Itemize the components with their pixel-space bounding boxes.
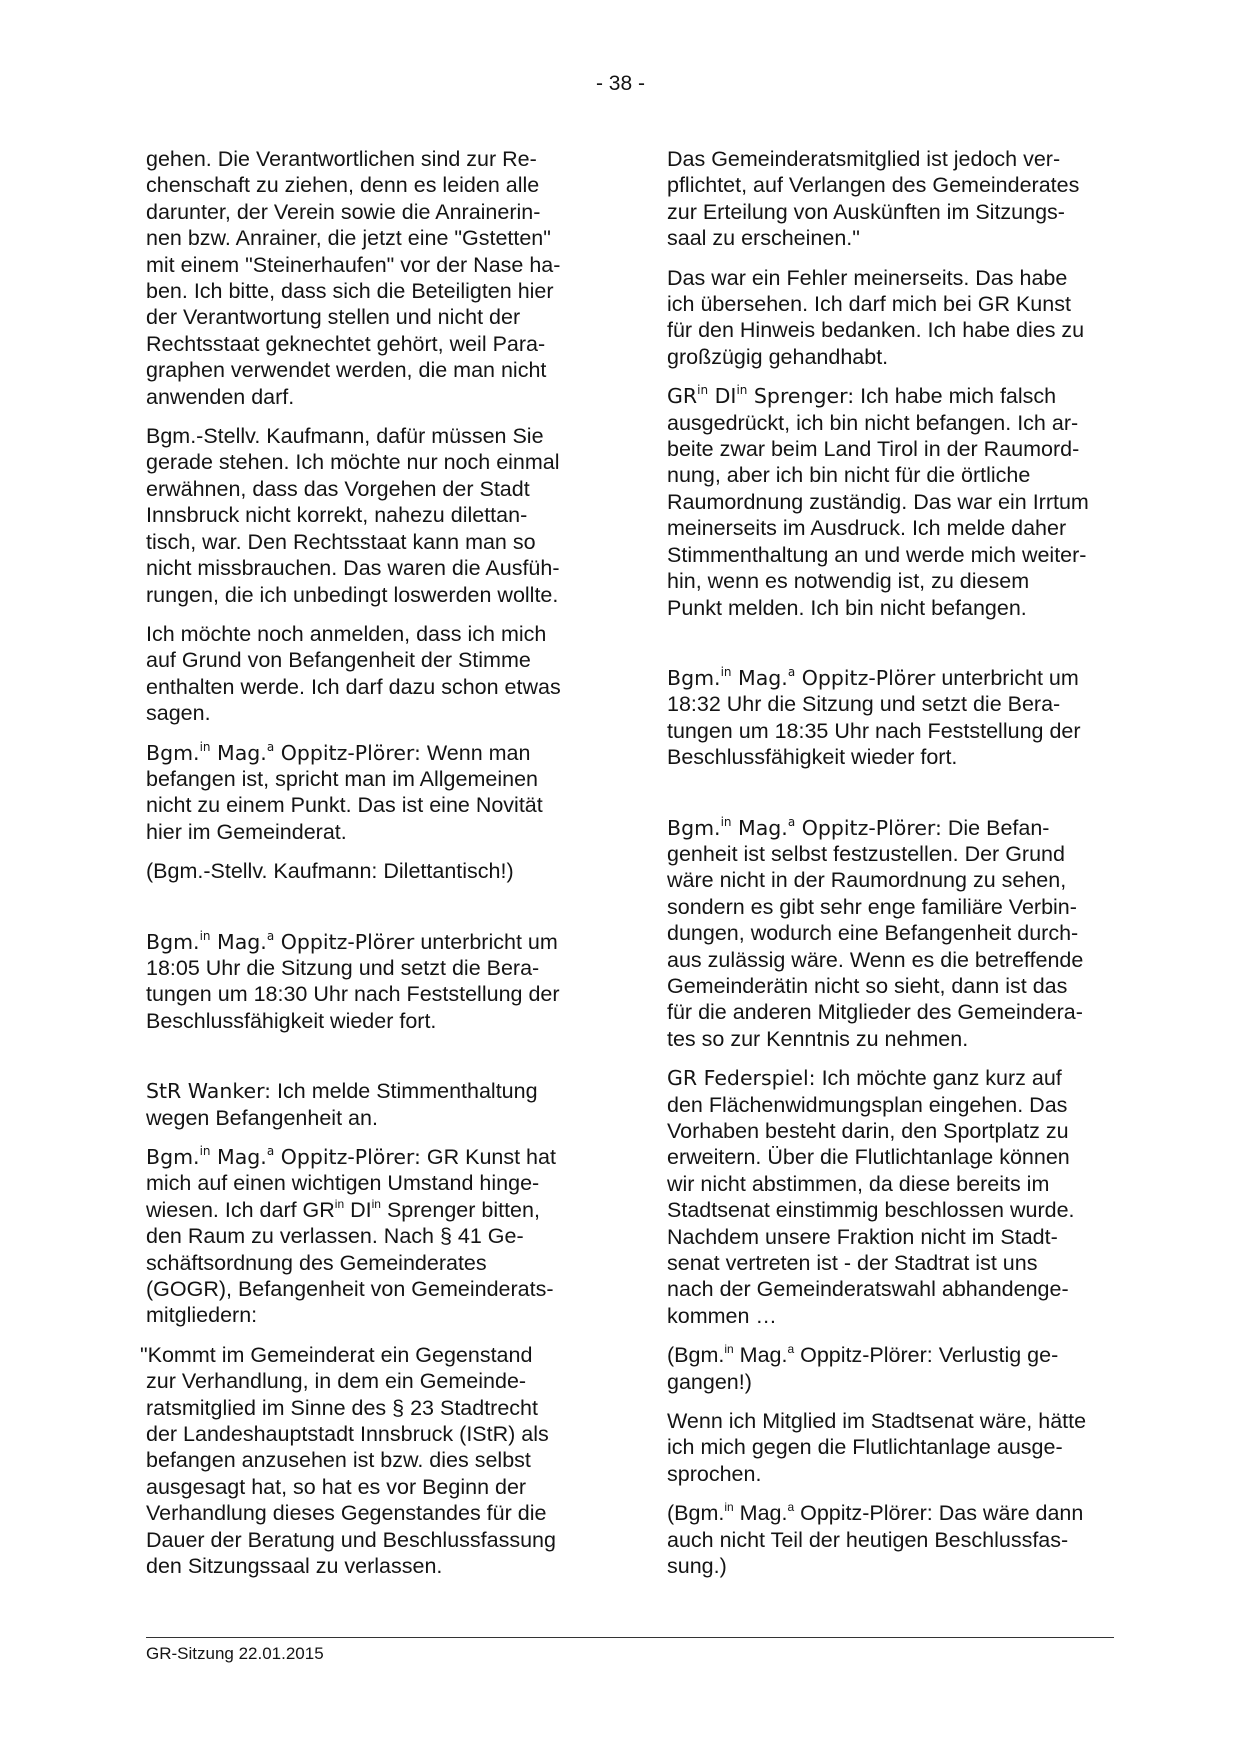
text-line: kommen …	[667, 1303, 777, 1328]
text-line: ausgesagt hat, so hat es vor Beginn der	[146, 1474, 527, 1499]
text-line: sagen.	[146, 701, 211, 726]
right-column	[667, 146, 1127, 1593]
legal-quote	[140, 1342, 601, 1580]
text-line: aus zulässig wäre. Wenn es die betreffende	[667, 947, 1084, 972]
text-line: ich mich gegen die Flutlichtanlage ausge-	[667, 1435, 1063, 1460]
text-line: für die anderen Mitglieder des Gemeindera-	[667, 1000, 1083, 1025]
text-line: Rechtsstaat geknechtet gehört, weil Para-	[146, 331, 546, 356]
text-line: erwähnen, dass das Vorgehen der Stadt	[146, 476, 530, 501]
text-line: ausgedrückt, ich bin nicht befangen. Ich ar-	[667, 410, 1079, 435]
text-line: wegen Befangenheit an.	[146, 1105, 378, 1130]
paragraph	[667, 1408, 1127, 1487]
text-line: auch nicht Teil der heutigen Beschlussfas-	[667, 1527, 1069, 1552]
text-line: Nachdem unsere Fraktion nicht im Stadt-	[667, 1224, 1058, 1249]
speaker-name: StR Wanker:	[146, 1079, 272, 1104]
speaker-name: Bgm.$^{in}$ Mag.$^a$ Oppitz-Plörer:	[667, 814, 942, 840]
text-line: Das war ein Fehler meinerseits. Das habe	[667, 265, 1068, 290]
text-line: befangen ist, spricht man im Allgemeinen	[146, 766, 538, 791]
footer-divider	[146, 1637, 1114, 1638]
paragraph	[667, 265, 1127, 371]
text-line: gerade stehen. Ich möchte nur noch einmal	[146, 450, 560, 475]
text-line: "Kommt im Gemeinderat ein Gegenstand	[140, 1342, 533, 1367]
text-line: nach der Gemeinderatswahl abhandenge-	[667, 1277, 1069, 1302]
text-line: mit einem "Steinerhaufen" vor der Nase ha-	[146, 252, 561, 277]
left-column	[140, 146, 601, 1593]
text-line: gangen!)	[667, 1369, 752, 1394]
interjection: (Bgm.-Stellv. Kaufmann: Dilettantisch!)	[146, 859, 514, 884]
text-line: mitgliedern:	[146, 1303, 258, 1328]
text-line: auf Grund von Befangenheit der Stimme	[146, 648, 531, 673]
text-line: 18:05 Uhr die Sitzung und setzt die Bera-	[146, 955, 540, 980]
text-line: graphen verwendet werden, die man nicht	[146, 358, 547, 383]
paragraph	[146, 621, 601, 727]
text-line: zur Verhandlung, in dem ein Gemeinde-	[146, 1369, 527, 1394]
text-line: sondern es gibt sehr enge familiäre Verbin-	[667, 894, 1077, 919]
session-break-note: Bgm.$^{in}$ Mag.$^a$ Oppitz-Plörer unterbricht um 18:05 Uhr die Sitzung und setzt die Bera- tungen um 18:30 Uhr nach Feststellung der Beschlussfähigkeit wieder fort.	[146, 929, 601, 1035]
text-line: nicht zu einem Punkt. Das ist eine Novität	[146, 793, 543, 818]
text-line: großzügig gehandhabt.	[667, 344, 889, 369]
text-line: beite zwar beim Land Tirol in der Raumord-	[667, 437, 1080, 462]
page-number: - 38 -	[595, 72, 645, 95]
footer-session-date: GR-Sitzung 22.01.2015	[146, 1644, 324, 1663]
text-line: senat vertreten ist - der Stadtrat ist uns	[667, 1251, 1038, 1276]
interjection: (Bgm.$^{in}$ Mag.$^a$ Oppitz-Plörer: Verlustig ge- gangen!)	[667, 1342, 1127, 1395]
text-line: Punkt melden. Ich bin nicht befangen.	[667, 595, 1027, 620]
text-line: Bgm.-Stellv. Kaufmann, dafür müssen Sie	[146, 424, 544, 449]
text-line: pflichtet, auf Verlangen des Gemeinderates	[667, 173, 1080, 198]
text-line: enthalten werde. Ich darf dazu schon etwas	[146, 674, 561, 699]
text-line: Ich möchte noch anmelden, dass ich mich	[146, 621, 547, 646]
text-line: 18:32 Uhr die Sitzung und setzt die Bera-	[667, 692, 1061, 717]
text-line: nicht missbrauchen. Das waren die Ausfüh-	[146, 556, 560, 581]
text-line: Vorhaben besteht darin, den Sportplatz zu	[667, 1119, 1069, 1143]
text-line: zur Erteilung von Auskünften im Sitzungs-	[667, 199, 1065, 224]
speech-paragraph: StR Wanker: Ich melde Stimmenthaltung wegen Befangenheit an.	[146, 1078, 601, 1131]
text-line: chenschaft zu ziehen, denn es leiden alle	[146, 173, 540, 198]
text-line: Wenn ich Mitglied im Stadtsenat wäre, hätte	[667, 1409, 1087, 1434]
text-line: Stimmenthaltung an und werde mich weiter-	[667, 542, 1087, 567]
text-line: Verhandlung dieses Gegenstandes für die	[146, 1501, 547, 1526]
text-line: ratsmitglied im Sinne des § 23 Stadtrecht	[146, 1395, 538, 1420]
text-line: Beschlussfähigkeit wieder fort.	[667, 745, 958, 770]
text-line: schäftsordnung des Gemeinderates	[146, 1250, 487, 1275]
text-line: tungen um 18:35 Uhr nach Feststellung der	[667, 718, 1081, 743]
text-line: befangen anzusehen ist bzw. dies selbst	[146, 1448, 531, 1473]
text-line: nung, aber ich bin nicht für die örtliche	[667, 463, 1031, 488]
text-line: sprochen.	[667, 1461, 762, 1486]
speaker-name: GR Federspiel:	[667, 1066, 816, 1091]
paragraph	[146, 146, 601, 410]
speech-paragraph: GR Federspiel: Ich möchte ganz kurz auf den Flächenwidmungsplan eingehen. Das Vorhaben besteht darin, den Sportplatz zu erweitern. Über die Flutlichtanlage können wir nicht abstimmen, da diese bereits im Stadtsenat einstimmig beschlossen wurde. Nachdem unsere Fraktion nicht im Stadt- senat vertreten ist - der Stadtrat ist uns nach der Gemeinderatswahl abhandenge- kommen …	[667, 1065, 1127, 1329]
speaker-name: Bgm.$^{in}$ Mag.$^a$ Oppitz-Plörer	[146, 928, 415, 954]
speech-paragraph: Bgm.$^{in}$ Mag.$^a$ Oppitz-Plörer: GR Kunst hat mich auf einen wichtigen Umstand hinge- wiesen. Ich darf $GR^{in}$ $DI^{in}$ Sprenger bitten, den Raum zu verlassen. Nach § 41 Ge- schäftsordnung des Gemeinderates (GOGR), Befangenheit von Gemeinderats- mitgliedern:	[146, 1144, 601, 1329]
text-line: gehen. Die Verantwortlichen sind zur Re-	[146, 147, 537, 171]
text-line: wäre nicht in der Raumordnung zu sehen,	[667, 868, 1067, 893]
text-line: Beschlussfähigkeit wieder fort.	[146, 1008, 437, 1033]
text-line: meinerseits im Ausdruck. Ich melde daher	[667, 516, 1067, 541]
text-line: tungen um 18:30 Uhr nach Feststellung der	[146, 982, 560, 1007]
text-line: sung.)	[667, 1554, 727, 1579]
text-line: wir nicht abstimmen, da diese bereits im	[667, 1171, 1050, 1196]
text-line: rungen, die ich unbedingt loswerden wollte.	[146, 582, 559, 607]
text-line: der Landeshauptstadt Innsbruck (IStR) als	[146, 1422, 549, 1447]
text-line: darunter, der Verein sowie die Anrainerin-	[146, 199, 541, 224]
text-line: für den Hinweis bedanken. Ich habe dies zu	[667, 318, 1085, 343]
speaker-name: Bgm.$^{in}$ Mag.$^a$ Oppitz-Plörer:	[146, 739, 421, 765]
paragraph	[146, 423, 601, 608]
interjection: (Bgm.$^{in}$ Mag.$^a$ Oppitz-Plörer: Das wäre dann auch nicht Teil der heutigen Beschlussfas- sung.)	[667, 1500, 1127, 1579]
text-line: den Raum zu verlassen. Nach § 41 Ge-	[146, 1224, 524, 1249]
text-line: Das Gemeinderatsmitglied ist jedoch ver-	[667, 147, 1061, 171]
text-line: hier im Gemeinderat.	[146, 819, 347, 844]
text-line: Dauer der Beratung und Beschlussfassung	[146, 1527, 556, 1552]
speaker-name: Bgm.$^{in}$ Mag.$^a$ Oppitz-Plörer	[667, 665, 936, 690]
text-line: genheit ist selbst festzustellen. Der Grund	[667, 841, 1065, 866]
text-line: nen bzw. Anrainer, die jetzt eine "Gstetten"	[146, 226, 551, 251]
text-line: Innsbruck nicht korrekt, nahezu dilettan-	[146, 503, 528, 528]
text-line: den Sitzungssaal zu verlassen.	[146, 1554, 443, 1579]
text-line: anwenden darf.	[146, 384, 295, 409]
text-line: (GOGR), Befangenheit von Gemeinderats-	[146, 1277, 554, 1302]
text-line: hin, wenn es notwendig ist, zu diesem	[667, 569, 1030, 594]
legal-quote-continued	[667, 146, 1127, 252]
text-line: den Flächenwidmungsplan eingehen. Das	[667, 1092, 1068, 1117]
text-line: tes so zur Kenntnis zu nehmen.	[667, 1026, 969, 1051]
text-line: ich übersehen. Ich darf mich bei GR Kunst	[667, 292, 1071, 317]
text-line: Gemeinderätin nicht so sieht, dann ist das	[667, 973, 1068, 998]
text-line: saal zu erscheinen."	[667, 226, 860, 251]
speaker-name: Bgm.$^{in}$ Mag.$^a$ Oppitz-Plörer:	[146, 1144, 421, 1169]
text-line: dungen, wodurch eine Befangenheit durch-	[667, 921, 1079, 946]
text-line: Stadtsenat einstimmig beschlossen wurde.	[667, 1198, 1075, 1223]
speech-paragraph: Bgm.$^{in}$ Mag.$^a$ Oppitz-Plörer: Wenn man befangen ist, spricht man im Allgemeinen nicht zu einem Punkt. Das ist eine Novität hier im Gemeinderat.	[146, 740, 601, 846]
text-line: Raumordnung zuständig. Das war ein Irrtum	[667, 489, 1089, 514]
session-break-note: Bgm.$^{in}$ Mag.$^a$ Oppitz-Plörer unterbricht um 18:32 Uhr die Sitzung und setzt die Bera- tungen um 18:35 Uhr nach Feststellung der Beschlussfähigkeit wieder fort.	[667, 665, 1127, 771]
speech-paragraph: $GR^{in}$ $DI^{in}$ Sprenger: Ich habe mich falsch ausgedrückt, ich bin nicht befangen. Ich ar- beite zwar beim Land Tirol in der Raumord- nung, aber ich bin nicht für die örtliche Raumordnung zuständig. Das war ein Irrtum meinerseits im Ausdruck. Ich melde daher Stimmenthaltung an und werde mich weiter- hin, wenn es notwendig ist, zu diesem Punkt melden. Ich bin nicht befangen.	[667, 383, 1127, 621]
text-line: der Verantwortung stellen und nicht der	[146, 305, 521, 330]
text-line: ben. Ich bitte, dass sich die Beteiligten hier	[146, 279, 554, 304]
speaker-name: $GR^{in}$ $DI^{in}$ Sprenger:	[667, 383, 855, 409]
text-line: erweitern. Über die Flutlichtanlage können	[667, 1145, 1070, 1170]
speech-paragraph: Bgm.$^{in}$ Mag.$^a$ Oppitz-Plörer: Die Befan- genheit ist selbst festzustellen. Der Grund wäre nicht in der Raumordnung zu sehen, sondern es gibt sehr enge familiäre Verbin- dungen, wodurch eine Befangenheit durch- aus zulässig wäre. Wenn es die betreffende Gemeinderätin nicht so sieht, dann ist das für die anderen Mitglieder des Gemeindera- tes so zur Kenntnis zu nehmen.	[667, 815, 1127, 1053]
text-line: tisch, war. Den Rechtsstaat kann man so	[146, 529, 536, 554]
